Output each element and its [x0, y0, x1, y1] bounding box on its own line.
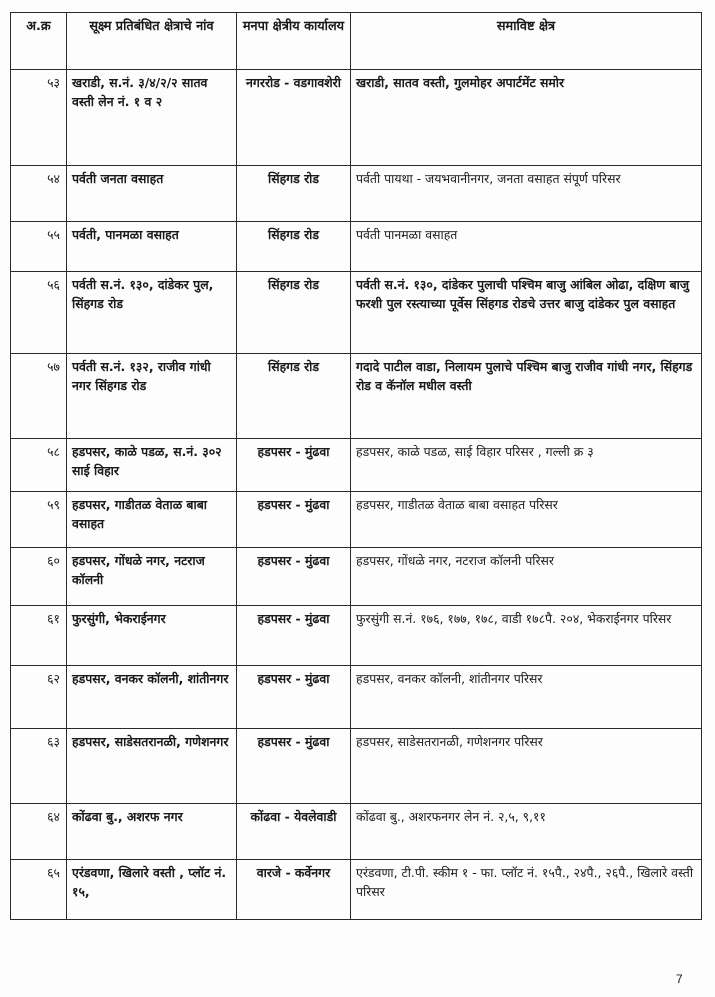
included-area: कोंढवा बु., अशरफनगर लेन नं. २,५, ९,११: [351, 804, 702, 860]
row-number: ६०: [11, 548, 67, 606]
area-name: कोंढवा बु., अशरफ नगर: [67, 804, 237, 860]
table-row: [11, 860, 702, 920]
area-name: फुरसुंगी, भेकराईनगर: [67, 606, 237, 666]
area-name: पर्वती जनता वसाहत: [67, 166, 237, 222]
page-number: 7: [676, 972, 683, 986]
area-name: हडपसर, वनकर कॉलनी, शांतीनगर: [67, 666, 237, 729]
row-number: ५६: [11, 272, 67, 354]
table-row: [11, 166, 702, 222]
ward-office: हडपसर - मुंढवा: [237, 492, 351, 548]
table-row: [11, 548, 702, 606]
table-row: [11, 354, 702, 439]
containment-zone-table: [10, 12, 702, 920]
area-name: हडपसर, गोंधळे नगर, नटराज कॉलनी: [67, 548, 237, 606]
included-area: हडपसर, गाडीतळ वेताळ बाबा वसाहत परिसर: [351, 492, 702, 548]
row-number: ५३: [11, 70, 67, 166]
table-row: [11, 666, 702, 729]
included-area: पर्वती पायथा - जयभवानीनगर, जनता वसाहत संपूर्ण परिसर: [351, 166, 702, 222]
ward-office: कोंढवा - येवलेवाडी: [237, 804, 351, 860]
table-row: [11, 492, 702, 548]
table-body: [11, 70, 702, 920]
area-name: हडपसर, साडेसतरानळी, गणेशनगर: [67, 729, 237, 804]
row-number: ५८: [11, 439, 67, 492]
area-name: एरंडवणा, खिलारे वस्ती , प्लॉट नं. १५,: [67, 860, 237, 920]
area-name: खराडी, स.नं. ३/४/२/२ सातव वस्ती लेन नं. १ व २: [67, 70, 237, 166]
ward-office: वारजे - कर्वेनगर: [237, 860, 351, 920]
table-row: [11, 606, 702, 666]
area-name: हडपसर, गाडीतळ वेताळ बाबा वसाहत: [67, 492, 237, 548]
table-row: [11, 70, 702, 166]
row-number: ६४: [11, 804, 67, 860]
ward-office: हडपसर - मुंढवा: [237, 666, 351, 729]
area-name: पर्वती स.नं. १३२, राजीव गांधी नगर सिंहगड रोड: [67, 354, 237, 439]
row-number: ५४: [11, 166, 67, 222]
header-included-area: समाविष्ट क्षेत्र: [351, 13, 702, 70]
row-number: ५७: [11, 354, 67, 439]
ward-office: नगररोड - वडगावशेरी: [237, 70, 351, 166]
included-area: हडपसर, वनकर कॉलनी, शांतीनगर परिसर: [351, 666, 702, 729]
ward-office: हडपसर - मुंढवा: [237, 439, 351, 492]
ward-office: सिंहगड रोड: [237, 222, 351, 272]
area-name: पर्वती, पानमळा वसाहत: [67, 222, 237, 272]
table-row: [11, 804, 702, 860]
included-area: पर्वती स.नं. १३०, दांडेकर पुलाची पश्चिम बाजु आंबिल ओढा, दक्षिण बाजु फरशी पुल रस्त्याच्या पूर्वेस सिंहगड रोडचे उत्तर बाजु दांडेकर पुल वसाहत: [351, 272, 702, 354]
table-row: [11, 439, 702, 492]
ward-office: सिंहगड रोड: [237, 166, 351, 222]
ward-office: हडपसर - मुंढवा: [237, 729, 351, 804]
included-area: गदादे पाटील वाडा, निलायम पुलाचे पश्चिम बाजु राजीव गांधी नगर, सिंहगड रोड व कॅनॉल मधील वस्ती: [351, 354, 702, 439]
header-number: अ.क्र: [11, 13, 67, 70]
ward-office: हडपसर - मुंढवा: [237, 606, 351, 666]
table-row: [11, 222, 702, 272]
row-number: ६३: [11, 729, 67, 804]
table-row: [11, 272, 702, 354]
table-header-row: [11, 13, 702, 70]
row-number: ६१: [11, 606, 67, 666]
included-area: पर्वती पानमळा वसाहत: [351, 222, 702, 272]
area-name: हडपसर, काळे पडळ, स.नं. ३०२ साई विहार: [67, 439, 237, 492]
included-area: हडपसर, गोंधळे नगर, नटराज कॉलनी परिसर: [351, 548, 702, 606]
header-office: मनपा क्षेत्रीय कार्यालय: [237, 13, 351, 70]
included-area: हडपसर, काळे पडळ, साई विहार परिसर , गल्ली क्र ३: [351, 439, 702, 492]
area-name: पर्वती स.नं. १३०, दांडेकर पुल, सिंहगड रोड: [67, 272, 237, 354]
included-area: खराडी, सातव वस्ती, गुलमोहर अपार्टमेंट समोर: [351, 70, 702, 166]
included-area: हडपसर, साडेसतरानळी, गणेशनगर परिसर: [351, 729, 702, 804]
included-area: फुरसुंगी स.नं. १७६, १७७, १७८, वाडी १७८पै. २०४, भेकराईनगर परिसर: [351, 606, 702, 666]
row-number: ५५: [11, 222, 67, 272]
included-area: एरंडवणा, टी.पी. स्कीम १ - फा. प्लॉट नं. १५पै., २४पै., २६पै., खिलारे वस्ती परिसर: [351, 860, 702, 920]
ward-office: सिंहगड रोड: [237, 272, 351, 354]
table-row: [11, 729, 702, 804]
row-number: ६२: [11, 666, 67, 729]
ward-office: हडपसर - मुंढवा: [237, 548, 351, 606]
row-number: ५९: [11, 492, 67, 548]
ward-office: सिंहगड रोड: [237, 354, 351, 439]
header-area-name: सूक्ष्म प्रतिबंधित क्षेत्राचे नांव: [67, 13, 237, 70]
row-number: ६५: [11, 860, 67, 920]
